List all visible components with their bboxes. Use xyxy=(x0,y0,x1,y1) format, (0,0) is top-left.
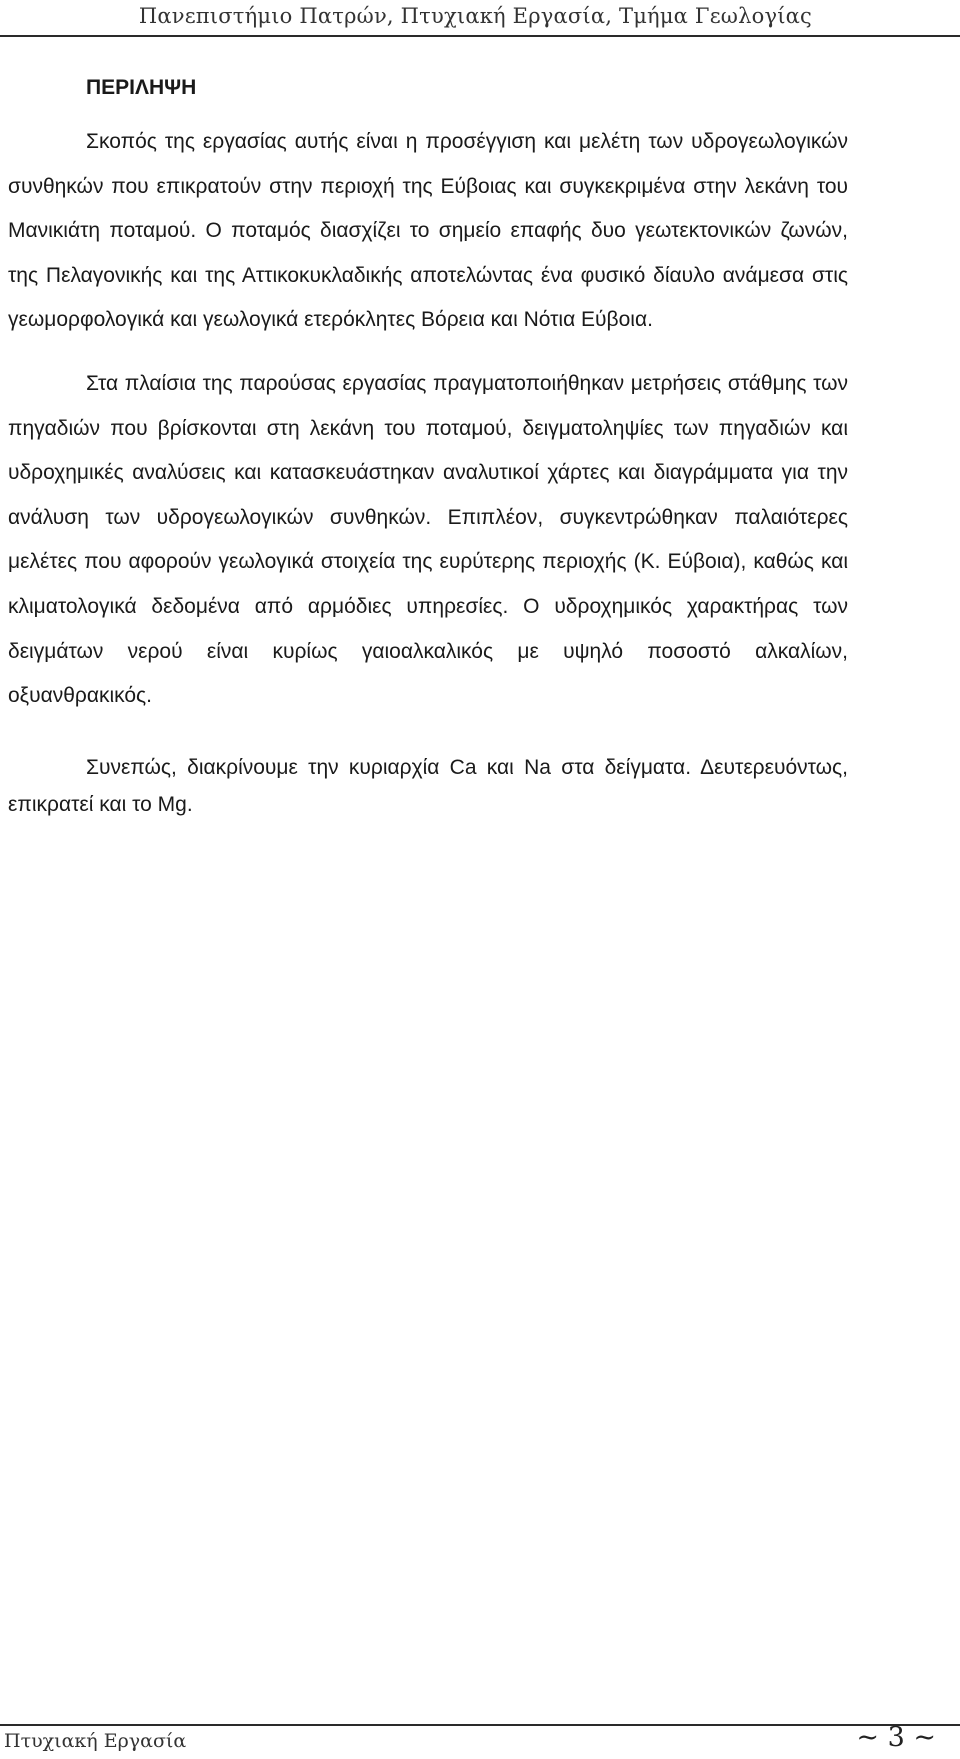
running-header: Πανεπιστήμιο Πατρών, Πτυχιακή Εργασία, Τμήμα Γεωλογίας xyxy=(138,4,812,28)
abstract-paragraph-3: Συνεπώς, διακρίνουμε την κυριαρχία Ca και Na στα δείγματα. Δευτερευόντως, επικρατεί και το Mg. xyxy=(8,755,848,816)
footer-divider xyxy=(0,1724,960,1726)
header-divider xyxy=(0,35,960,37)
abstract-paragraph-1: Σκοπός της εργασίας αυτής είναι η προσέγγιση και μελέτη των υδρογεωλογικών συνθηκών που επικρατούν στην περιοχή της Εύβοιας και συγκεκριμένα στην λεκάνη του Μανικιάτη ποταμού. Ο ποταμός διασχίζει το σημείο επαφής δυο γεωτεκτονικών ζωνών, της Πελαγονικής και της Αττικοκυκλαδικής αποτελώντας ένα φυσικό δίαυλο ανάμεσα στις γεωμορφολογικά και γεωλογικά ετερόκλητες Βόρεια και Νότια Εύβοια. xyxy=(8,130,848,332)
footer-label: Πτυχιακή Εργασία xyxy=(4,1730,187,1752)
abstract-paragraph-2: Στα πλαίσια της παρούσας εργασίας πραγματοποιήθηκαν μετρήσεις στάθμης των πηγαδιών που βρίσκονται στη λεκάνη του ποταμού, δειγματοληψίες των πηγαδιών και υδροχημικές αναλύσεις και κατασκευάστηκαν αναλυτικοί χάρτες και διαγράμματα για την ανάλυση των υδρογεωλογικών συνθηκών. Επιπλέον, συγκεντρώθηκαν παλαιότερες μελέτες που αφορούν γεωλογικά στοιχεία της ευρύτερης περιοχής (Κ. Εύβοια), καθώς και κλιματολογικά δεδομένα από αρμόδιες υπηρεσίες. Ο υδροχημικός χαρακτήρας των δειγμάτων νερού είναι κυρίως γαιοαλκαλικός με υψηλό ποσοστό αλκαλίων, οξυανθρακικός. xyxy=(8,371,848,708)
page-number: ~ 3 ~ xyxy=(856,1722,936,1753)
section-heading: ΠΕΡΙΛΗΨΗ xyxy=(86,76,197,99)
page-body xyxy=(8,70,848,823)
